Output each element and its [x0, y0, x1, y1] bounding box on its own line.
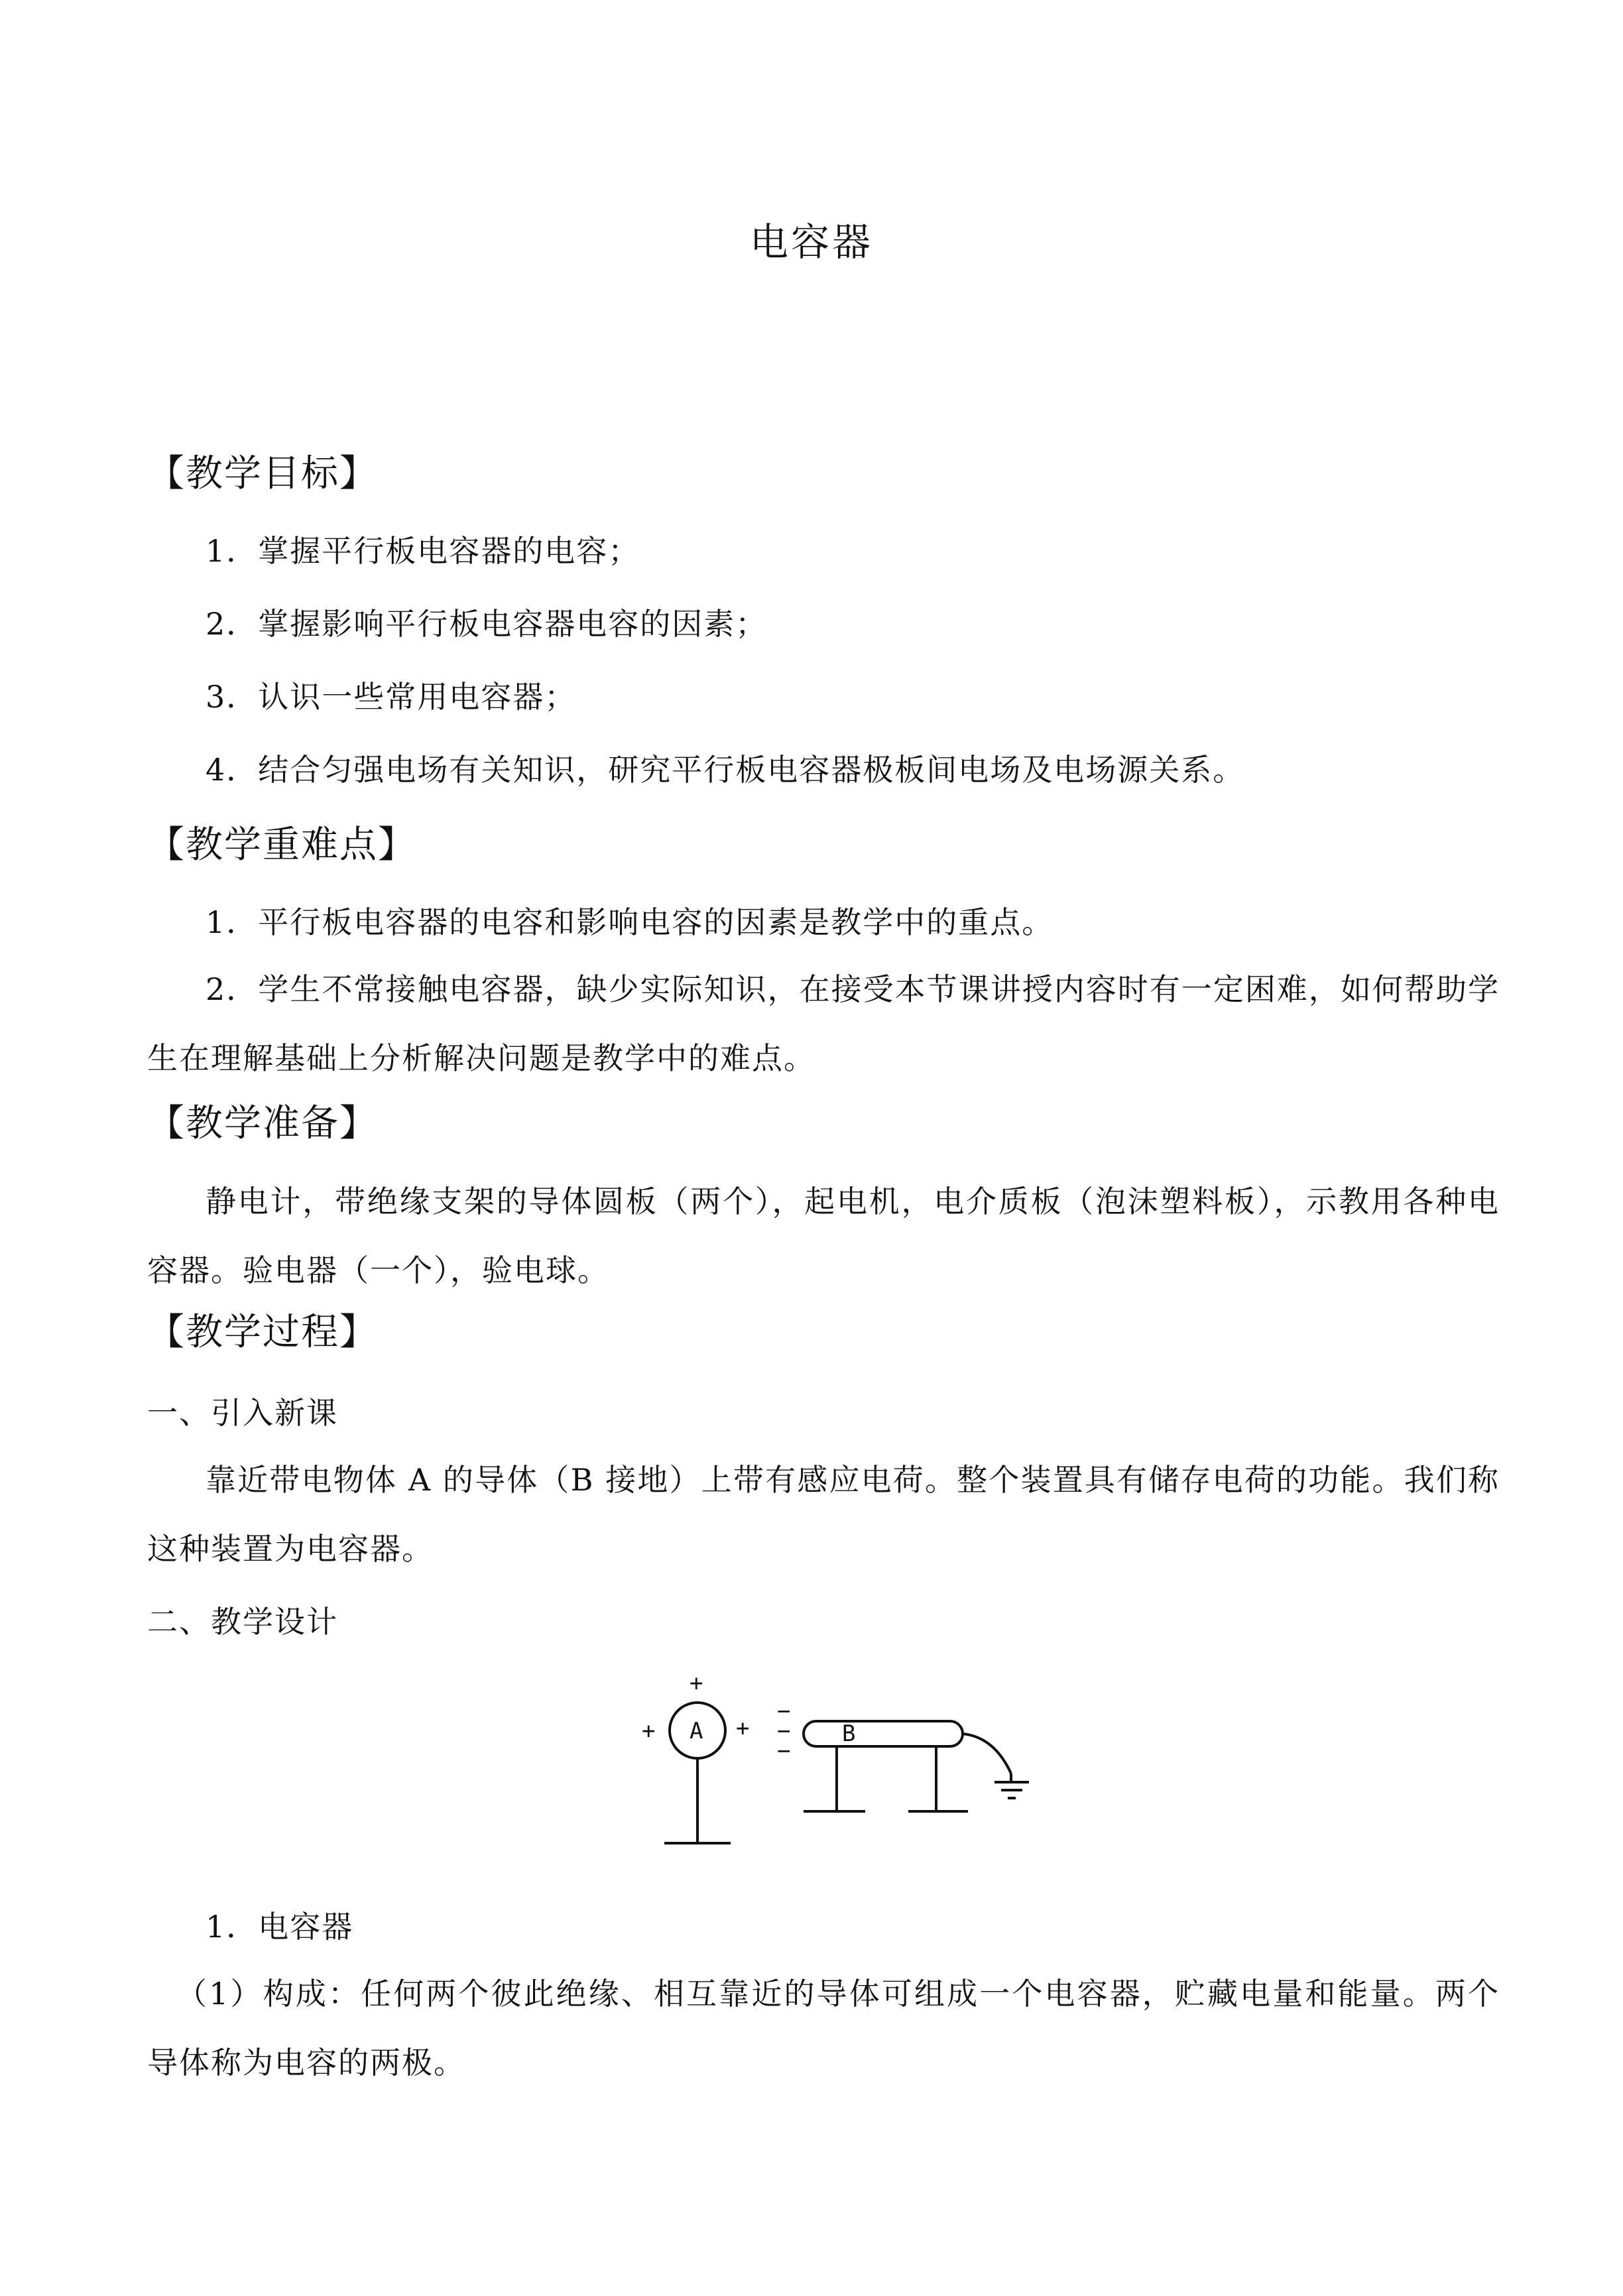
minus-sign: − [777, 1718, 791, 1744]
label-b: B [842, 1721, 856, 1747]
part1-text: 靠近带电物体 A 的导体（B 接地）上带有感应电荷。整个装置具有储存电荷的功能。我们称这种装置为电容器。 [147, 1462, 1500, 1567]
key-point-item: 1．平行板电容器的电容和影响电容的因素是教学中的重点。 [206, 904, 1054, 940]
minus-sign: − [777, 1698, 791, 1724]
point1-title: 1．电容器 [206, 1909, 354, 1945]
process-heading: 【教学过程】 [147, 1311, 378, 1354]
conductor-b [804, 1721, 963, 1746]
minus-sign: − [777, 1738, 791, 1764]
preparation-text: 静电计，带绝缘支架的导体圆板（两个），起电机，电介质板（泡沫塑料板），示教用各种电容器。验电器（一个），验电球。 [147, 1183, 1500, 1288]
key-points-heading: 【教学重难点】 [147, 823, 416, 867]
objective-item: 2．掌握影响平行板电容器电容的因素； [206, 606, 768, 642]
label-a: A [690, 1718, 703, 1744]
capacitor-induction-diagram [623, 1664, 1061, 1863]
key-point-item: 2．学生不常接触电容器，缺少实际知识，在接受本节课讲授内容时有一定困难，如何帮助学生在理解基础上分析解决问题是教学中的难点。 [147, 971, 1500, 1076]
objective-item: 1．掌握平行板电容器的电容； [206, 533, 640, 569]
objective-item: 3．认识一些常用电容器； [206, 679, 577, 715]
objectives-heading: 【教学目标】 [147, 452, 378, 495]
objective-item: 4．结合匀强电场有关知识，研究平行板电容器极板间电场及电场源关系。 [206, 752, 1245, 788]
part1-title: 一、引入新课 [147, 1395, 338, 1431]
part2-title: 二、教学设计 [147, 1604, 338, 1640]
preparation-heading: 【教学准备】 [147, 1102, 378, 1145]
page-title: 电容器 [749, 219, 873, 265]
plus-sign: + [690, 1670, 703, 1697]
plus-sign: + [736, 1715, 750, 1742]
plus-sign: + [642, 1718, 656, 1744]
point1-text: （1）构成：任何两个彼此绝缘、相互靠近的导体可组成一个电容器，贮藏电量和能量。两个导体称为电容的两极。 [147, 1976, 1500, 2081]
ground-wire [963, 1734, 1011, 1774]
